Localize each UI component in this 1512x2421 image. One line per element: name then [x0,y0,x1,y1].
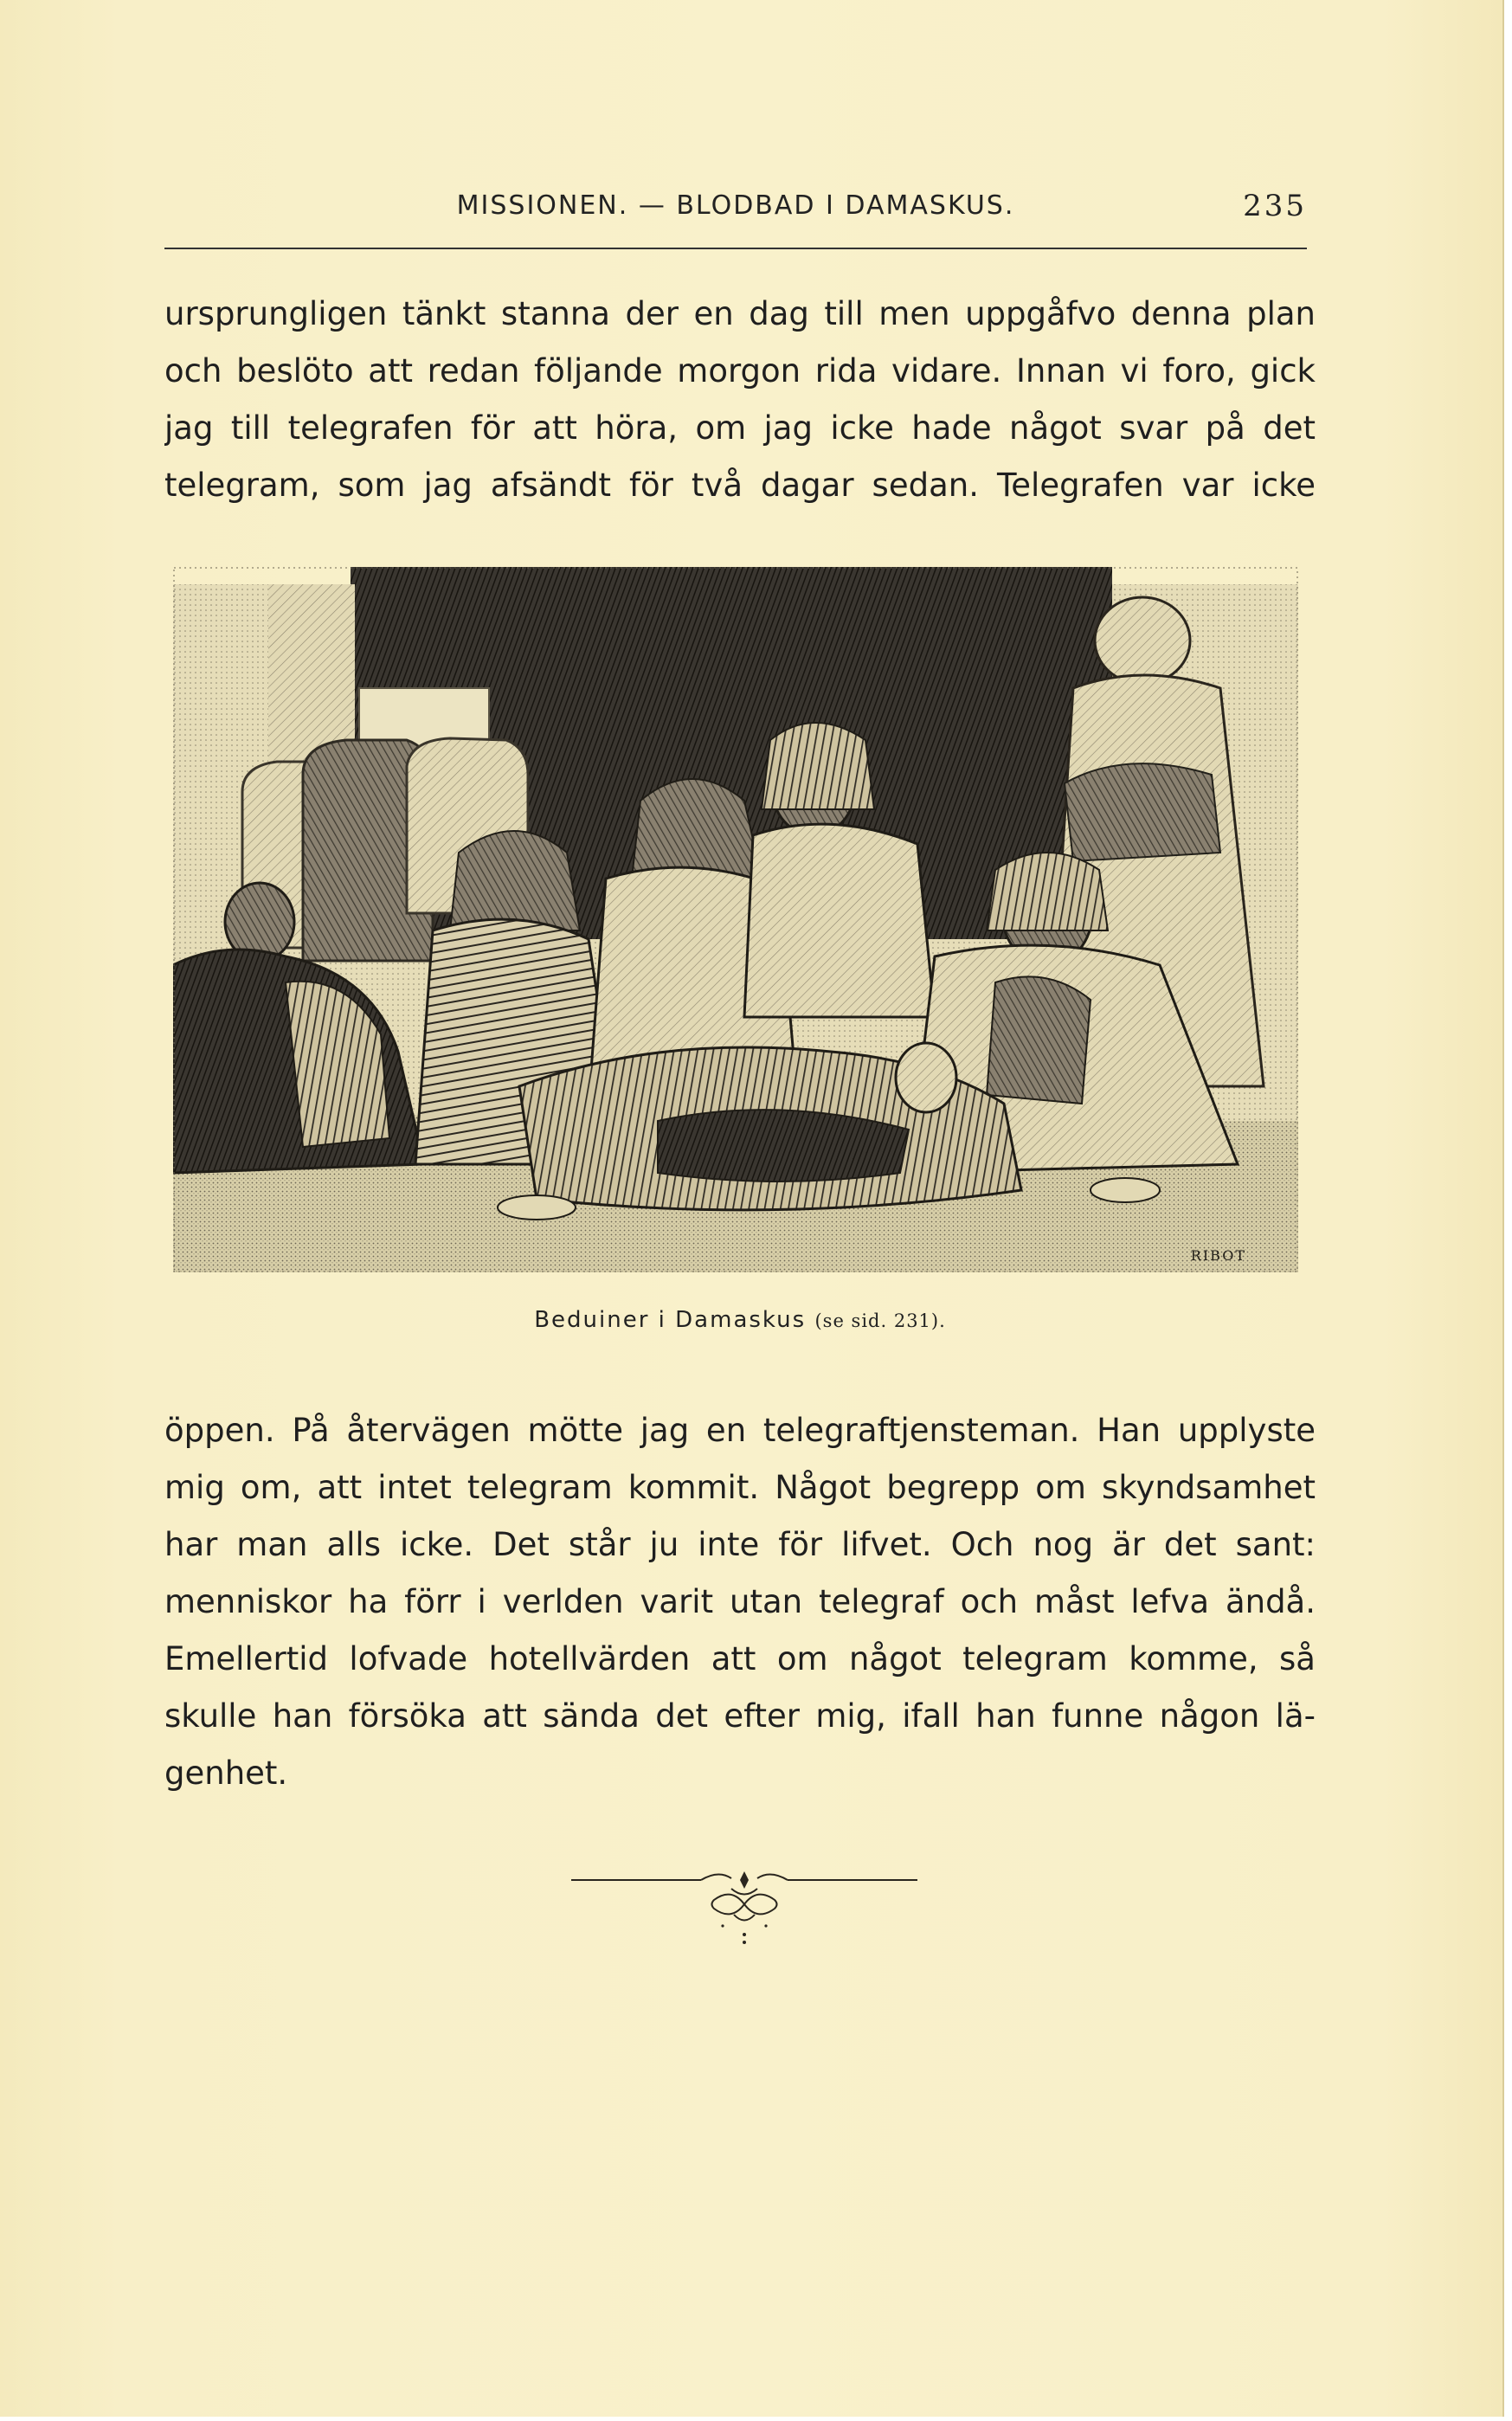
artist-signature: RIBOT [1190,1247,1246,1264]
ornament-divider [571,1852,917,1956]
text-line: ursprungligen tänkt stanna der en dag till men uppgåfvo denna plan [164,295,1316,332]
caption-reference: (se sid. 231). [814,1310,946,1331]
text-line: öppen. På återvägen mötte jag en telegraftjensteman. Han upplyste [164,1412,1316,1449]
text-line: och beslöto att redan följande morgon rida vidare. Innan vi foro, gick [164,352,1316,390]
caption-text: Beduiner i Damaskus [534,1307,807,1333]
text-line: menniskor ha förr i verlden varit utan telegraf och måst lefva ändå. [164,1583,1316,1620]
engraving-illustration [173,567,1298,1272]
text-line: genhet. [164,1755,288,1792]
text-line: jag till telegrafen för att höra, om jag icke hade något svar på det [164,409,1316,447]
text-line: mig om, att intet telegram kommit. Något begrepp om skyndsamhet [164,1469,1316,1506]
figure-caption [164,1307,1316,1333]
header-rule [164,248,1307,249]
running-head: MISSIONEN. — BLODBAD I DAMASKUS. [456,190,1015,221]
engraving-picture [173,567,1298,1272]
page-header [164,180,1307,241]
text-line: skulle han försöka att sända det efter mig, ifall han funne någon lä- [164,1697,1316,1735]
page-number: 235 [1243,189,1307,223]
text-line: telegram, som jag afsändt för två dagar sedan. Telegrafen var icke [164,467,1316,504]
fleuron-icon [571,1852,917,1956]
paragraph-bottom [164,1402,1316,1802]
text-line: Emellertid lofvade hotellvärden att om något telegram komme, så [164,1640,1316,1677]
text-line: har man alls icke. Det står ju inte för lifvet. Och nog är det sant: [164,1526,1316,1563]
paragraph-top [164,286,1316,514]
